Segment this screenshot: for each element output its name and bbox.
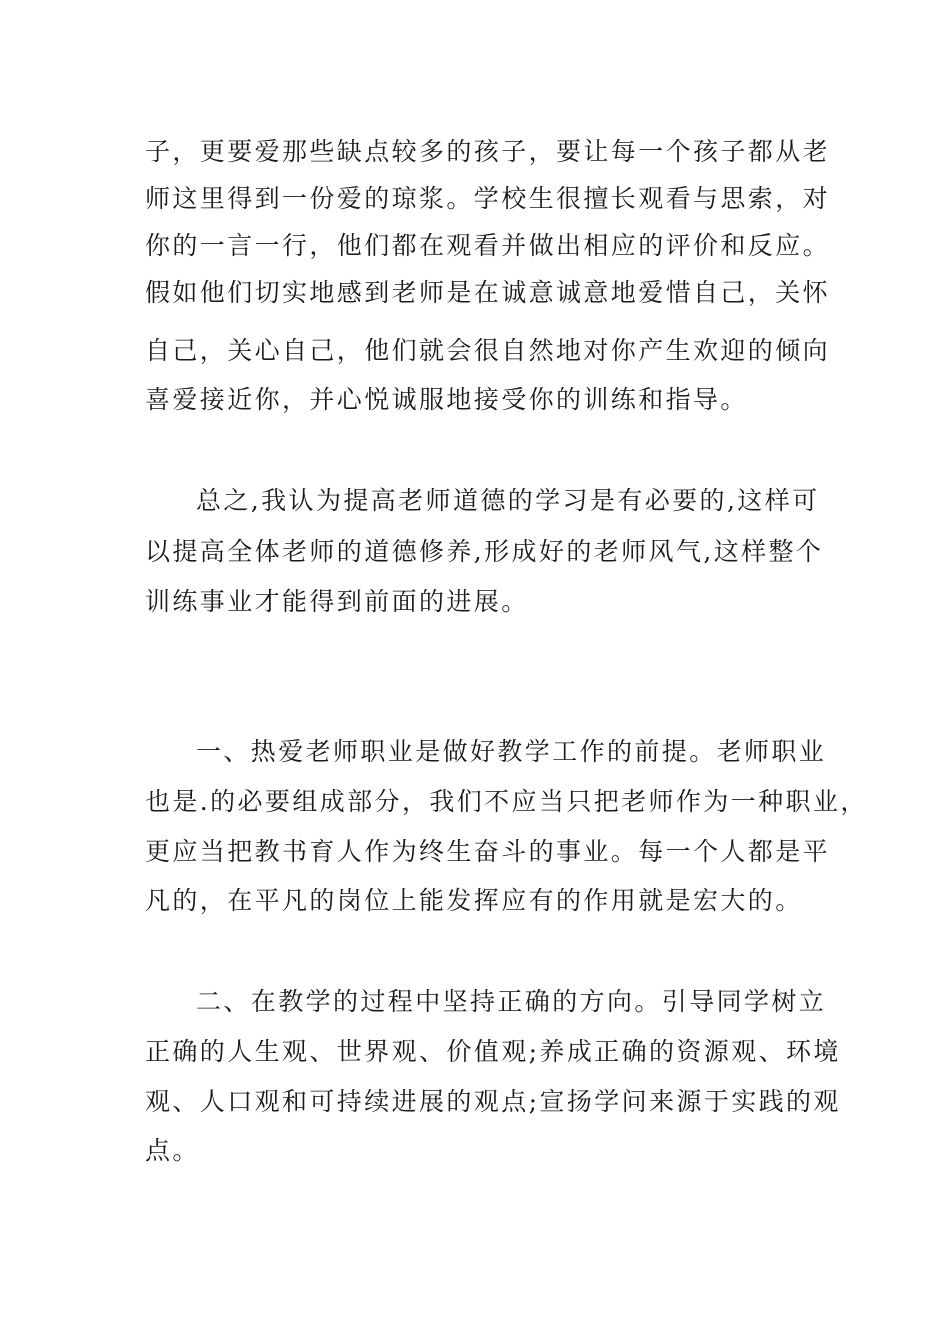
paragraph-4-line-3: 观、人口观和可持续进展的观点;宣扬学问来源于实践的观 [145, 1087, 841, 1116]
paragraph-3-line-1: 一、热爱老师职业是做好教学工作的前提。老师职业 [196, 737, 827, 766]
paragraph-4-line-4: 点。 [145, 1136, 200, 1165]
paragraph-3-line-2: 也是.的必要组成部分，我们不应当只把老师作为一种职业， [145, 787, 868, 816]
paragraph-4-line-2: 正确的人生观、世界观、价值观;养成正确的资源观、环境 [145, 1037, 841, 1066]
paragraph-1-line-1: 子，更要爱那些缺点较多的孩子，要让每一个孩子都从老 [145, 137, 831, 166]
paragraph-4-line-1: 二、在教学的过程中坚持正确的方向。引导同学树立 [196, 987, 827, 1016]
paragraph-1-line-2: 师这里得到一份爱的琼浆。学校生很擅长观看与思索，对 [145, 184, 831, 213]
paragraph-1-line-4: 假如他们切实地感到老师是在诚意诚意地爱惜自己，关怀 [145, 278, 831, 307]
paragraph-2-line-2: 以提高全体老师的道德修养,形成好的老师风气,这样整个 [145, 537, 824, 566]
paragraph-3-line-4: 凡的，在平凡的岗位上能发挥应有的作用就是宏大的。 [145, 886, 803, 915]
paragraph-1-line-5: 自己，关心自己，他们就会很自然地对你产生欢迎的倾向 [145, 336, 831, 365]
paragraph-3-line-3: 更应当把教书育人作为终生奋斗的事业。每一个人都是平 [145, 837, 831, 866]
paragraph-2-line-1: 总之,我认为提高老师道德的学习是有必要的,这样可 [196, 486, 820, 515]
paragraph-1-line-6: 喜爱接近你，并心悦诚服地接受你的训练和指导。 [145, 385, 748, 414]
paragraph-2-line-3: 训练事业才能得到前面的进展。 [145, 587, 529, 616]
paragraph-1-line-3: 你的一言一行，他们都在观看并做出相应的评价和反应。 [145, 231, 831, 260]
